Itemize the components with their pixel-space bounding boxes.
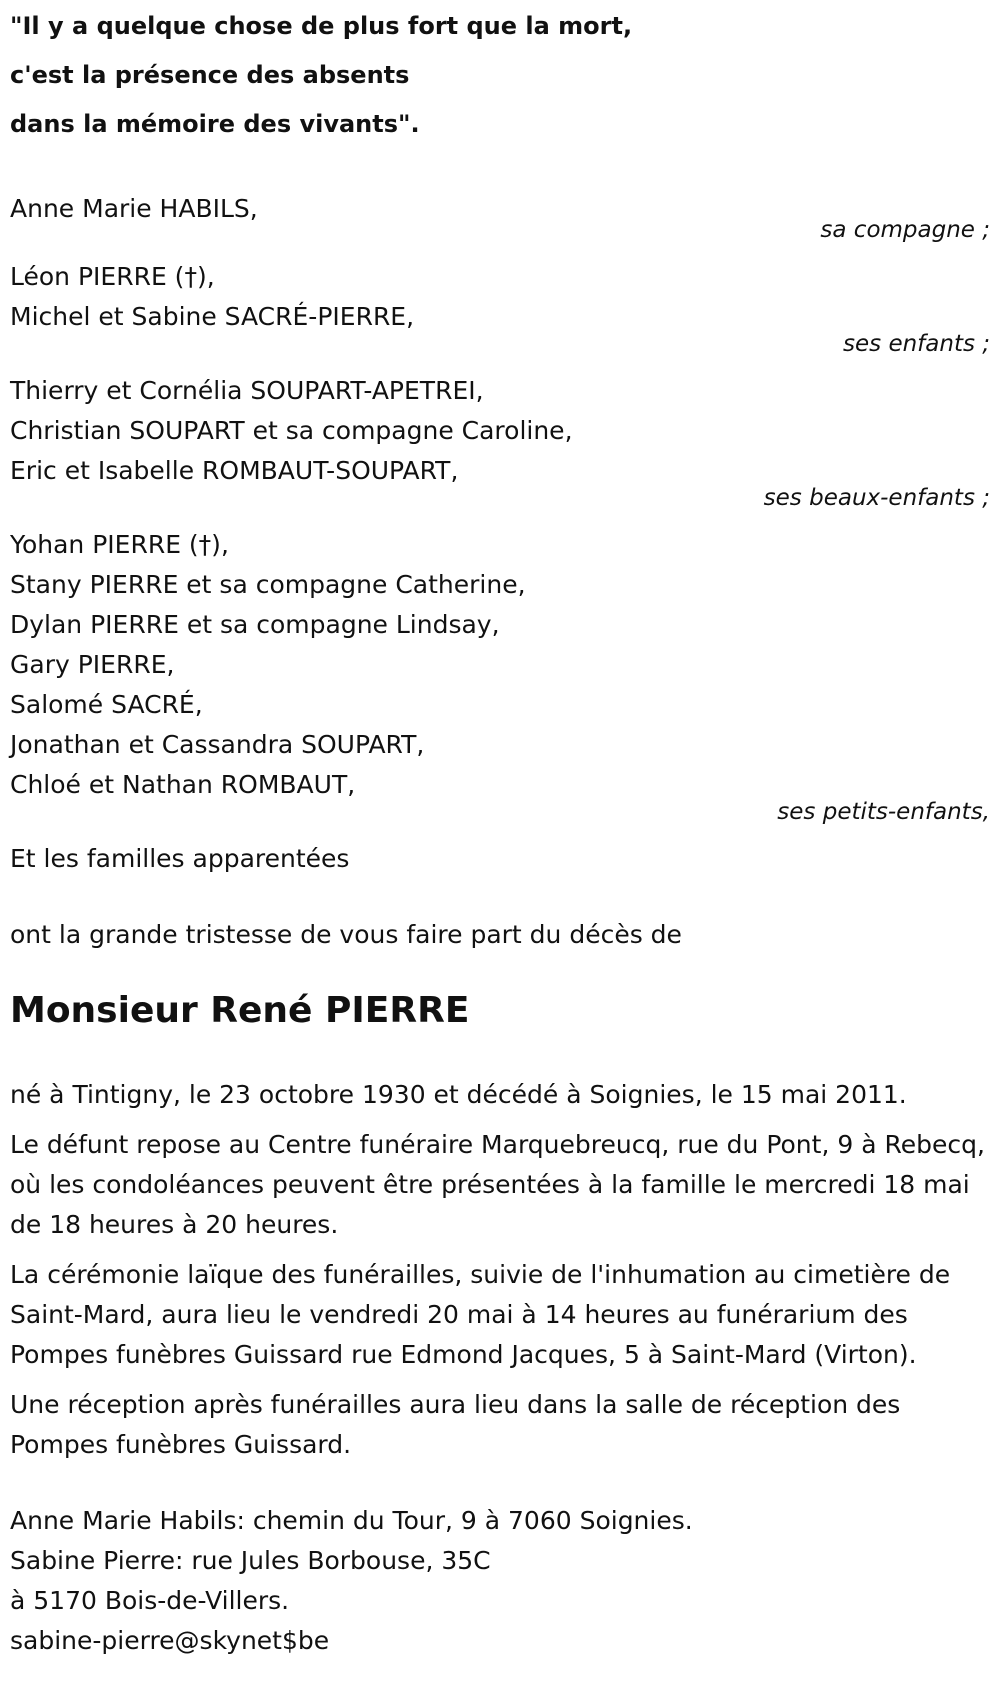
ceremony-paragraph: La cérémonie laïque des funérailles, suivie de l'inhumation au cimetière de Saint-Mard, aura lieu le vendredi 20 mai à 14 heures au funérarium des Pompes funèbres Guissard rue Edmond Jacques, 5 à Saint-Mard (Virton). bbox=[10, 1260, 951, 1369]
quote-line: c'est la présence des absents bbox=[10, 61, 410, 89]
family-role-label: sa compagne ; bbox=[820, 217, 990, 243]
deceased-name: Monsieur René PIERRE bbox=[10, 990, 470, 1031]
family-member: Anne Marie HABILS, bbox=[10, 194, 258, 223]
quote-line: "Il y a quelque chose de plus fort que la mort, bbox=[10, 12, 633, 40]
epigraph-quote bbox=[10, 0, 990, 149]
contact-line: à 5170 Bois-de-Villers. bbox=[10, 1586, 290, 1615]
family-role-label: ses petits-enfants, bbox=[777, 799, 990, 825]
family-member: Chloé et Nathan ROMBAUT, bbox=[10, 770, 356, 799]
family-member: Yohan PIERRE (†), bbox=[10, 530, 229, 559]
family-group-grandchildren bbox=[10, 525, 990, 805]
family-member: Eric et Isabelle ROMBAUT-SOUPART, bbox=[10, 456, 459, 485]
contact-line: Sabine Pierre: rue Jules Borbouse, 35C bbox=[10, 1546, 491, 1575]
birth-death-paragraph: né à Tintigny, le 23 octobre 1930 et décédé à Soignies, le 15 mai 2011. bbox=[10, 1080, 907, 1109]
obituary-page bbox=[10, 0, 990, 1661]
reception-paragraph: Une réception après funérailles aura lieu dans la salle de réception des Pompes funèbres Guissard. bbox=[10, 1390, 901, 1459]
family-member: Salomé SACRÉ, bbox=[10, 690, 203, 719]
quote-line: dans la mémoire des vivants". bbox=[10, 110, 420, 138]
family-member: Jonathan et Cassandra SOUPART, bbox=[10, 730, 425, 759]
family-member: Gary PIERRE, bbox=[10, 650, 175, 679]
announcement-line: ont la grande tristesse de vous faire part du décès de bbox=[10, 920, 682, 949]
repose-paragraph: Le défunt repose au Centre funéraire Marquebreucq, rue du Pont, 9 à Rebecq, où les condoléances peuvent être présentées à la famille le mercredi 18 mai de 18 heures à 20 heures. bbox=[10, 1130, 985, 1239]
family-member: Dylan PIERRE et sa compagne Lindsay, bbox=[10, 610, 500, 639]
contact-line: Anne Marie Habils: chemin du Tour, 9 à 7060 Soignies. bbox=[10, 1506, 693, 1535]
family-group-stepchildren bbox=[10, 371, 990, 491]
family-role-label: ses enfants ; bbox=[843, 331, 990, 357]
family-role-label: ses beaux-enfants ; bbox=[763, 485, 990, 511]
family-member: Stany PIERRE et sa compagne Catherine, bbox=[10, 570, 526, 599]
contact-email: sabine-pierre@skynet$be bbox=[10, 1626, 330, 1655]
family-group-children bbox=[10, 257, 990, 337]
extended-family-line: Et les familles apparentées bbox=[10, 844, 350, 873]
family-member: Michel et Sabine SACRÉ-PIERRE, bbox=[10, 302, 415, 331]
contacts-block bbox=[10, 1501, 990, 1661]
family-member: Christian SOUPART et sa compagne Caroline, bbox=[10, 416, 573, 445]
family-member: Léon PIERRE (†), bbox=[10, 262, 215, 291]
family-member: Thierry et Cornélia SOUPART-APETREI, bbox=[10, 376, 484, 405]
